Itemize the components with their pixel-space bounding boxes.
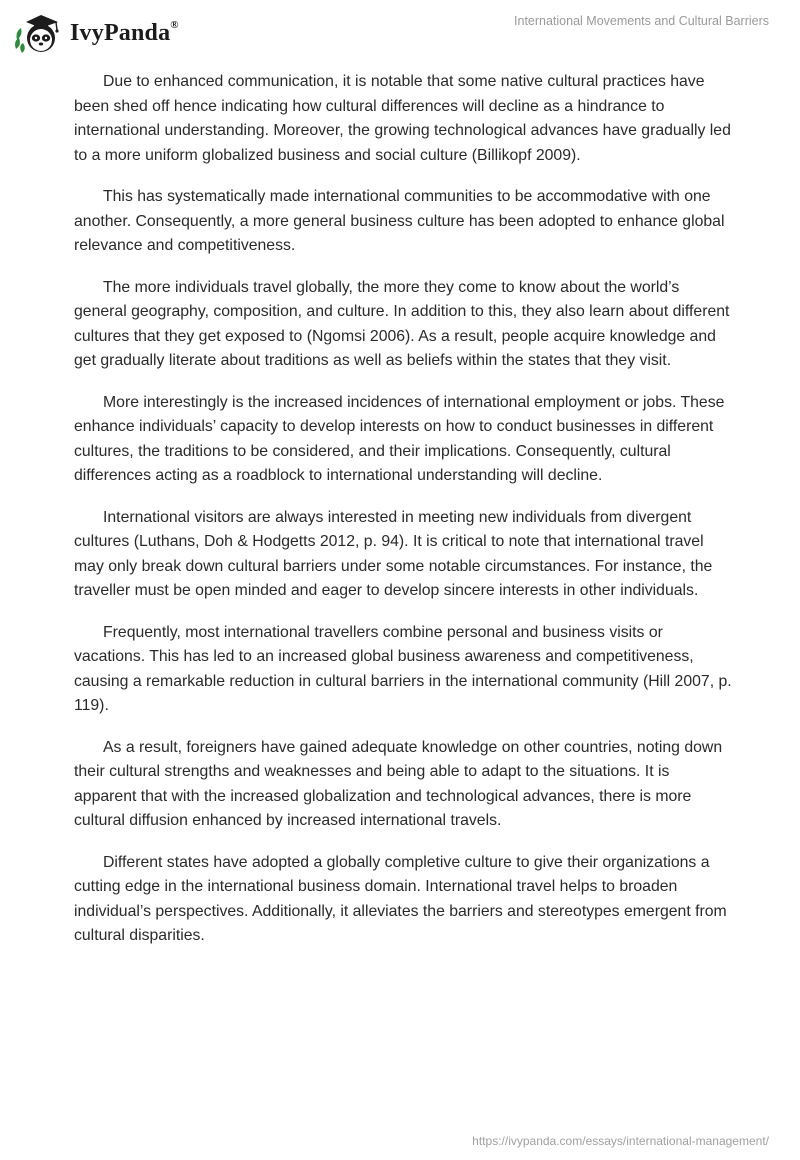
panda-graduate-icon — [14, 10, 66, 56]
paragraph: Frequently, most international travellers combine personal and business visits or vacations. This has led to an increased global business awareness and competitiveness, causing a remarkable reduction in cultural barriers in the international community (Hill 2007, p. 119). — [74, 623, 732, 714]
source-url-link[interactable]: https://ivypanda.com/essays/international-management/ — [472, 1134, 769, 1148]
brand-name: IvyPanda® — [70, 18, 179, 46]
document-title: International Movements and Cultural Barriers — [514, 14, 769, 28]
essay-body — [74, 70, 734, 966]
paragraph: This has systematically made international communities to be accommodative with one another. Consequently, a more general business culture has been adopted to enhance global relevance and competitiveness. — [74, 188, 725, 254]
registered-mark: ® — [170, 18, 179, 31]
paragraph: The more individuals travel globally, the more they come to know about the world’s general geography, composition, and culture. In addition to this, they also learn about different cultures that they get exposed to (Ngomsi 2006). As a result, people acquire knowledge and get gradually literate about traditions as well as beliefs within the states that they visit. — [74, 278, 730, 369]
ivypanda-logo[interactable] — [14, 10, 179, 56]
page-header — [0, 0, 800, 70]
paragraph: More interestingly is the increased incidences of international employment or jobs. These enhance individuals’ capacity to develop interests on how to conduct businesses in different cultures, the traditions to be considered, and their implications. Consequently, cultural differences acting as a roadblock to international understanding will decline. — [74, 393, 725, 484]
paragraph: International visitors are always interested in meeting new individuals from divergent cultures (Luthans, Doh & Hodgetts 2012, p. 94). It is critical to note that international travel may only break down cultural barriers under some notable circumstances. For instance, the traveller must be open minded and eager to develop sincere interests in other individuals. — [74, 508, 713, 599]
paragraph: Different states have adopted a globally completive culture to give their organizations a cutting edge in the international business domain. International travel helps to broaden individual’s perspectives. Additionally, it alleviates the barriers and stereotypes emergent from cultural disparities. — [74, 853, 727, 944]
paragraph: Due to enhanced communication, it is notable that some native cultural practices have been shed off hence indicating how cultural differences will decline as a hindrance to international understanding. Moreover, the growing technological advances have gradually led to a more uniform globalized business and social culture (Billikopf 2009). — [74, 73, 731, 164]
paragraph: As a result, foreigners have gained adequate knowledge on other countries, noting down their cultural strengths and weaknesses and being able to adapt to the situations. It is apparent that with the increased globalization and technological advances, there is more cultural diffusion enhanced by increased international travels. — [74, 738, 723, 829]
